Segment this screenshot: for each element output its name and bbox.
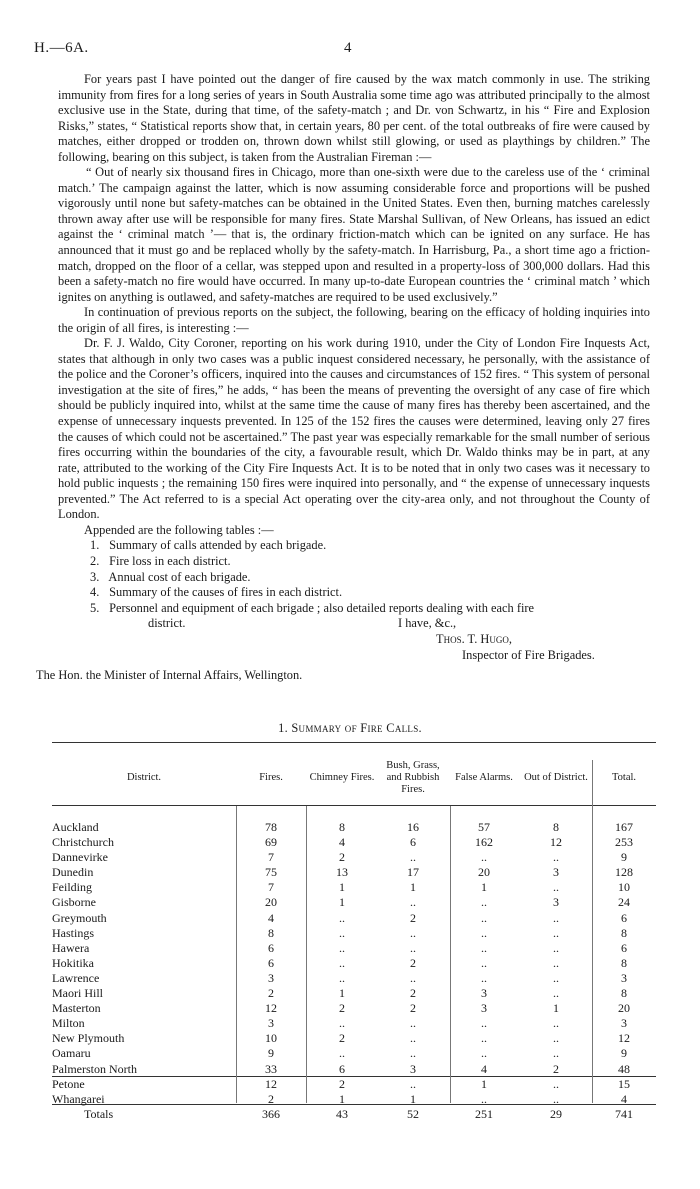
cell-value: .. [553,986,559,1001]
table-row [52,926,656,941]
cell-value: 1 [339,895,345,910]
totals-fires: 366 [262,1106,280,1121]
cell-value: 2 [268,1091,274,1106]
table-row [52,880,656,895]
cell-value: 3 [621,1016,627,1031]
district-name: Greymouth [52,910,107,925]
cell-value: .. [339,970,345,985]
cell-value: .. [410,1046,416,1061]
cell-value: 3 [481,1001,487,1016]
addressee: The Hon. the Minister of Internal Affairs, Wellington. [36,668,303,683]
totals-out-of-district: 29 [550,1106,562,1121]
cell-value: .. [481,1046,487,1061]
district-name: Hastings [52,925,94,940]
totals-bush: 52 [407,1106,419,1121]
appended-tables-list [58,538,650,616]
cell-value: 8 [621,925,627,940]
cell-value: .. [481,1016,487,1031]
district-name: Feilding [52,880,93,895]
paragraph: Appended are the following tables :— [84,522,274,537]
cell-value: .. [553,955,559,970]
cell-value: 2 [339,1031,345,1046]
list-item [58,538,650,554]
cell-value: .. [410,1076,416,1091]
cell-value: 6 [621,910,627,925]
cell-value: 1 [410,880,416,895]
cell-value: .. [410,850,416,865]
cell-value: 20 [265,895,277,910]
cell-value: 1 [339,1091,345,1106]
totals-label: Totals [84,1106,114,1121]
column-divider [306,806,307,1103]
cell-value: .. [410,895,416,910]
cell-value: 15 [618,1076,630,1091]
signature-name: Thos. T. Hugo, [436,632,512,647]
cell-value: .. [553,940,559,955]
cell-value: .. [481,970,487,985]
cell-value: .. [410,970,416,985]
cell-value: 20 [618,1001,630,1016]
column-divider [592,760,593,1103]
cell-value: 8 [339,820,345,834]
paragraph: Dr. F. J. Waldo, City Coroner, reporting on his work during 1910, under the City of London Fire Inquests Act, states that although in only two cases was a public inquest considered necessary, he personally, with the assistance of the police and the Coroner’s officers, inquired into the causes and circumstances of 152 fires. “ This system of personal investigation at the site of fires,” he adds, “ has been the means of preventing the oversight of any case of fire which should be publicly inquired into, whilst at the same time the cause of many fires has thereby been ascertained, and the expense of unnecessary inquests prevented. In 125 of the 152 fires the causes were determined, leaving only 27 fires the causes of which could not be ascertained.” The past year was especially remarkable for the small number of serious fires occurring within the boundaries of the city, a favourable result, which Dr. Waldo thinks may be in part, at any rate, attributed to the working of the City Fire Inquests Act. It is to be noted that in only two cases was it necessary to hold public inquests ; the remaining 150 fires were inquired into personally, and “ the expense of unnecessary inquests prevented.” The Act referred to is a special Act operating over the city-area only, and not throughout the County of London. [58,336,650,522]
cell-value: .. [553,880,559,895]
cell-value: 1 [410,1091,416,1106]
district-name: Oamaru [52,1046,91,1061]
cell-value: 2 [410,910,416,925]
cell-value: 16 [407,820,419,834]
list-number: 1. [90,538,100,553]
table-body [52,814,656,1107]
district-name: Dunedin [52,865,94,880]
cell-value: 2 [339,850,345,865]
paragraph: For years past I have pointed out the danger of fire caused by the wax match commonly in use. The striking immunity from fires for a long series of years in South Australia some time ago was attributed principally to the almost exclusive use in the State, during that time, of the safety-match ; and Dr. von Schwartz, in his “ Fire and Explosion Risks,” states, “ Statistical reports show that, in certain years, 80 per cent. of the total outbreaks of fire were caused by matches, either dropped or trodden on, thrown down whilst still glowing, or used as playthings by children.” The following, bearing on this subject, is taken from the Australian Fireman :— [58,72,650,164]
district-name: Maori Hill [52,986,103,1001]
cell-value: 33 [265,1061,277,1076]
signature-title: Inspector of Fire Brigades. [462,648,595,663]
cell-value: 17 [407,865,419,880]
column-header-false-alarms: False Alarms. [455,772,513,783]
cell-value: .. [553,910,559,925]
column-header-fires: Fires. [259,772,283,783]
cell-value: .. [410,940,416,955]
list-text: Annual cost of each brigade. [108,569,251,584]
district-name: Dannevirke [52,850,108,865]
cell-value: 8 [553,820,559,834]
table-row [52,1092,656,1107]
cell-value: .. [553,1016,559,1031]
table-row [52,1001,656,1016]
list-number: 4. [90,585,100,600]
cell-value: 3 [553,895,559,910]
cell-value: .. [410,925,416,940]
page-number: 4 [344,40,352,56]
district-name: Milton [52,1016,85,1031]
cell-value: 6 [621,940,627,955]
district-name: Hokitika [52,955,94,970]
cell-value: .. [339,1016,345,1031]
cell-value: 2 [268,986,274,1001]
cell-value: 4 [268,910,274,925]
cell-value: .. [481,1031,487,1046]
table-row [52,835,656,850]
cell-value: 1 [481,880,487,895]
list-item [58,585,650,601]
table-row [52,895,656,910]
list-number: 5. [90,600,100,615]
cell-value: 12 [265,1076,277,1091]
cell-value: .. [553,1031,559,1046]
cell-value: 48 [618,1061,630,1076]
column-divider [236,806,237,1103]
cell-value: .. [339,940,345,955]
table-row [52,1031,656,1046]
cell-value: 4 [339,835,345,850]
list-text: Personnel and equipment of each brigade ; also detailed reports dealing with each fire [109,600,535,615]
column-header-total: Total. [611,772,637,783]
table-title: 1. Summary of Fire Calls. [278,721,422,735]
cell-value: 75 [265,865,277,880]
cell-value: .. [481,925,487,940]
cell-value: 9 [621,1046,627,1061]
cell-value: .. [553,1091,559,1106]
table-row [52,1016,656,1031]
cell-value: 2 [410,1001,416,1016]
cell-value: .. [481,910,487,925]
cell-value: 78 [265,820,277,834]
cell-value: 12 [265,1001,277,1016]
cell-value: 3 [553,865,559,880]
cell-value: 10 [618,880,630,895]
cell-value: 8 [268,925,274,940]
cell-value: 4 [481,1061,487,1076]
cell-value: 167 [615,820,633,834]
column-header-bush-fires: Bush, Grass, and Rubbish Fires. [386,760,440,795]
totals-false-alarms: 251 [475,1106,493,1121]
table-row [52,1046,656,1061]
cell-value: .. [410,1031,416,1046]
cell-value: 3 [621,970,627,985]
column-divider [450,806,451,1103]
list-continuation: district. [148,616,186,631]
cell-value: 69 [265,835,277,850]
table-row [52,941,656,956]
cell-value: 7 [268,850,274,865]
cell-value: 128 [615,865,633,880]
cell-value: .. [339,910,345,925]
cell-value: 6 [268,955,274,970]
list-text: Summary of the causes of fires in each district. [109,585,343,600]
district-name: Masterton [52,1001,101,1016]
cell-value: .. [553,1076,559,1091]
column-header-out-of-district: Out of District. [524,772,588,783]
document-code: H.—6A. [34,40,89,56]
list-item [58,554,650,570]
totals-row [52,1107,656,1122]
cell-value: 2 [553,1061,559,1076]
cell-value: 12 [550,835,562,850]
cell-value: 12 [618,1031,630,1046]
district-name: Palmerston North [52,1061,137,1076]
district-name: Hawera [52,940,90,955]
district-name: Auckland [52,820,99,834]
cell-value: 7 [268,880,274,895]
totals-total: 741 [615,1106,633,1121]
cell-value: 3 [268,1016,274,1031]
table-row [52,814,656,835]
table-row [52,1062,656,1077]
cell-value: 9 [621,850,627,865]
cell-value: 1 [339,880,345,895]
list-item [58,601,650,617]
list-item [58,570,650,586]
cell-value: .. [553,925,559,940]
cell-value: 8 [621,955,627,970]
cell-value: 3 [481,986,487,1001]
cell-value: 2 [410,986,416,1001]
cell-value: 2 [339,1001,345,1016]
cell-value: .. [481,955,487,970]
district-name: New Plymouth [52,1031,125,1046]
cell-value: .. [339,955,345,970]
list-text: Fire loss in each district. [109,553,231,568]
cell-value: 10 [265,1031,277,1046]
report-body [36,72,650,683]
cell-value: .. [481,1091,487,1106]
cell-value: 9 [268,1046,274,1061]
paragraph: In continuation of previous reports on the subject, the following, bearing on the efficacy of holding inquiries into the origin of all fires, is interesting :— [58,305,650,335]
cell-value: 6 [268,940,274,955]
cell-value: 1 [339,986,345,1001]
list-number: 3. [90,569,100,584]
district-name: Petone [52,1076,85,1091]
cell-value: .. [410,1016,416,1031]
cell-value: 13 [336,865,348,880]
cell-value: .. [481,850,487,865]
cell-value: 57 [478,820,490,834]
cell-value: 2 [410,955,416,970]
district-name: Whangarei [52,1091,105,1106]
column-header-chimney-fires: Chimney Fires. [309,772,375,783]
table-row [52,971,656,986]
cell-value: 4 [621,1091,627,1106]
closing: I have, &c., [398,616,457,631]
cell-value: .. [339,925,345,940]
quotation-paragraph: “ Out of nearly six thousand fires in Chicago, more than one-sixth were due to the careless use of the ‘ criminal match.’ The campaign against the latter, which is now assuming considerable force and proportions will be pushed vigorously until none but safety-matches can be obtained in the United States. Even then, burning matches carelessly thrown away after use will be responsible for many fires. State Marshal Sullivan, of New Orleans, has issued an edict against the ‘ criminal match ’— that is, the ordinary friction-match which can be ignited on any surface. He has announced that it must go and be replaced wholly by the safety-match. In Harrisburg, Pa., a short time ago a friction-match, dropped on the floor of a cellar, was stepped upon and resulted in a property-loss of 300,000 dollars. Had this been a safety-match no fire would have occurred. In many up-to-date European countries the ‘ criminal match ’ which ignites on anything is outlawed, and safety-matches are required to be used exclusively.” [58,165,650,304]
cell-value: .. [553,1046,559,1061]
cell-value: 20 [478,865,490,880]
cell-value: 162 [475,835,493,850]
cell-value: .. [553,850,559,865]
fire-calls-table [52,742,656,1122]
cell-value: 253 [615,835,633,850]
cell-value: 3 [268,970,274,985]
table-row [52,986,656,1001]
table-row [52,850,656,865]
cell-value: .. [553,970,559,985]
cell-value: .. [339,1046,345,1061]
table-row [52,956,656,971]
list-number: 2. [90,553,100,568]
district-name: Gisborne [52,895,96,910]
cell-value: 24 [618,895,630,910]
cell-value: 6 [339,1061,345,1076]
cell-value: .. [481,895,487,910]
cell-value: 8 [621,986,627,1001]
district-name: Lawrence [52,970,100,985]
cell-value: 6 [410,835,416,850]
list-text: Summary of calls attended by each brigade. [109,538,327,553]
table-header-row [52,742,656,814]
table-row [52,911,656,926]
cell-value: 1 [553,1001,559,1016]
cell-value: 2 [339,1076,345,1091]
column-header-district: District. [126,772,162,783]
table-row [52,865,656,880]
district-name: Christchurch [52,835,114,850]
totals-chimney: 43 [336,1106,348,1121]
cell-value: 1 [481,1076,487,1091]
table-row [52,1077,656,1092]
cell-value: 3 [410,1061,416,1076]
cell-value: .. [481,940,487,955]
